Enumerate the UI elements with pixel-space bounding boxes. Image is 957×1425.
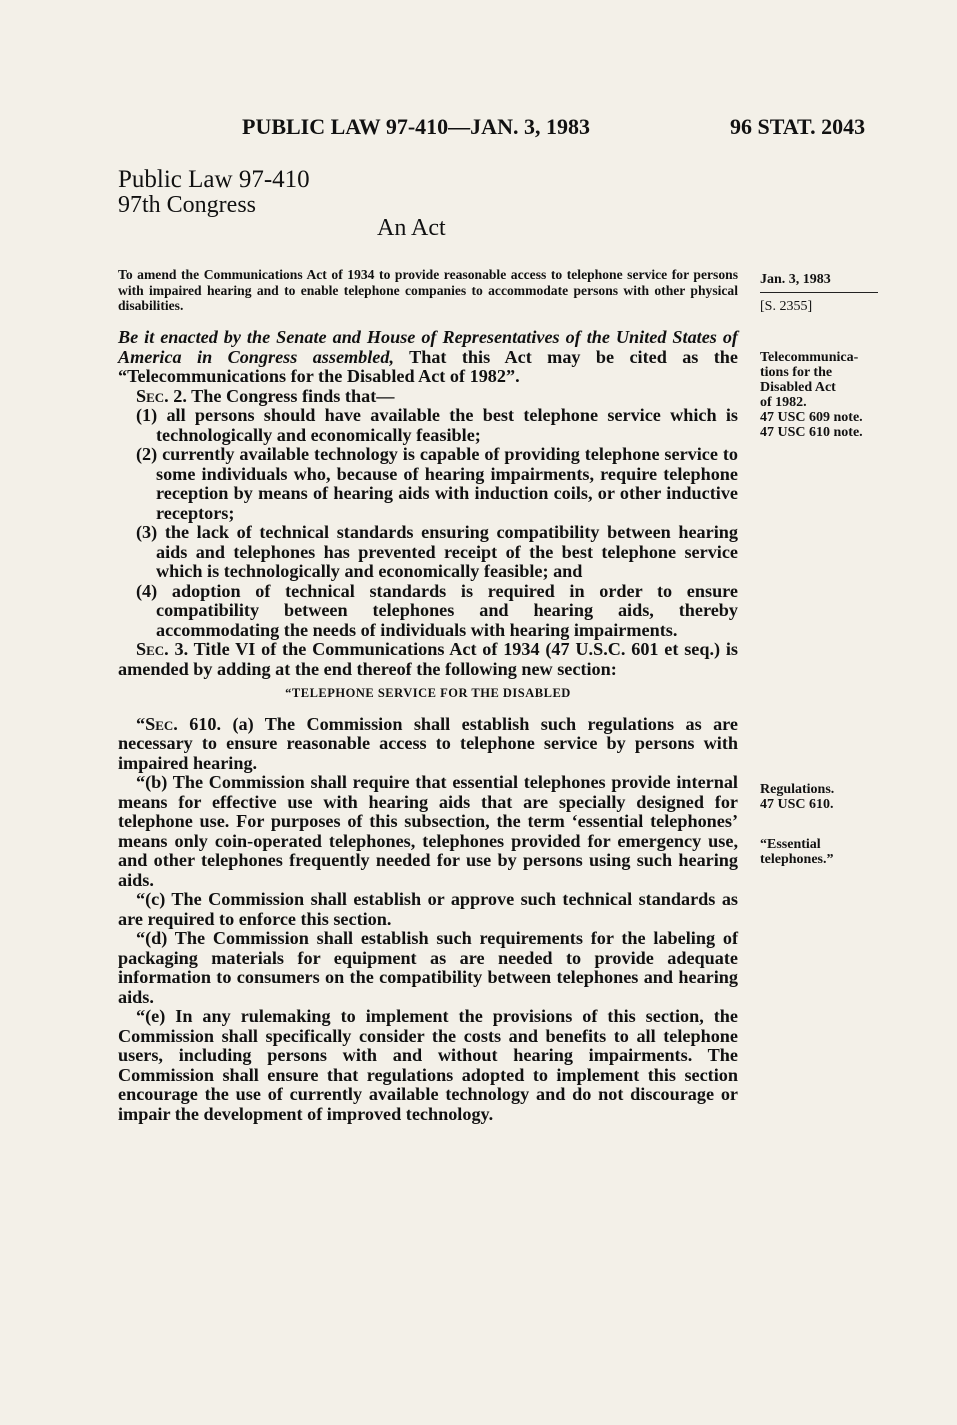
margin-note-line: Disabled Act [760,380,836,395]
margin-note-line: Regulations. [760,782,835,797]
act-body [118,328,738,1124]
section-610-a [118,715,738,774]
margin-note-regulations [760,782,834,812]
margin-note-line: tions for the [760,365,833,380]
public-law-number: Public Law 97-410 [118,166,310,193]
section-text: The Congress finds that— [186,385,395,406]
section-label: Sec. 2. [136,385,187,406]
short-title-text: That this Act may be cited as the “Telecommunications for the Disabled Act of 1982”. [118,346,738,386]
finding-2: (2) currently available technology is capable of providing telephone service to some individuals who, because of hearing impairments, require telephone reception by means of hearing aids with induction coils, or other inductive receptors; [136,444,738,523]
an-act-heading: An Act [377,215,446,241]
act-purpose: To amend the Communications Act of 1934 to provide reasonable access to telephone service for persons with impaired hearing and to enable telephone companies to accommodate persons with other physical disabilities. [118,267,738,313]
margin-note-usc: 47 USC 610 note. [760,425,863,440]
margin-note-line: “Essential [760,837,821,852]
congress-number: 97th Congress [118,192,256,218]
bill-number: [S. 2355] [760,299,813,314]
section-3 [118,640,738,679]
enacting-formula: Be it enacted by the Senate and House of Representatives of the United States of America in Congress assembled, [118,327,738,367]
section-label: “Sec. 610. [136,713,222,734]
margin-note-usc: 47 USC 610. [760,797,834,812]
margin-note-essential-telephones [760,837,834,867]
margin-note-line: telephones.” [760,852,834,867]
new-section-heading: “TELEPHONE SERVICE FOR THE DISABLED [285,686,571,700]
section-2 [118,387,738,407]
margin-note-line: of 1982. [760,395,807,410]
section-610-c: “(c) The Commission shall establish or approve such technical standards as are required to enforce this section. [118,889,738,929]
stat-reference: 96 STAT. 2043 [730,114,866,139]
margin-note-line: Telecommunica- [760,350,859,365]
section-text: Title VI of the Communications Act of 1934 (47 U.S.C. 601 et seq.) is amended by adding at the end thereof the following new section: [118,639,738,679]
enacting-clause [118,328,738,387]
finding-3: (3) the lack of technical standards ensuring compatibility between hearing aids and telephones has prevented receipt of the best telephone service which is technologically and economically feasible; and [136,522,738,581]
section-610-b: “(b) The Commission shall require that essential telephones provide internal means for effective use with hearing aids that are specially designed for telephone use. For purposes of this subsection, the term ‘essential telephones’ means only coin-operated telephones, telephones provided for emergency use, and other telephones frequently needed for use by persons using such hearing aids. [118,772,738,890]
margin-note-short-title [760,350,890,440]
running-head-title: PUBLIC LAW 97-410—JAN. 3, 1983 [242,114,590,139]
enactment-date-block [760,272,878,315]
section-text: (a) The Commission shall establish such regulations as are necessary to ensure reasonable access to telephone service by persons with impaired hearing. [118,713,738,773]
section-label: Sec. 3. [136,639,189,659]
section-610-d: “(d) The Commission shall establish such requirements for the labeling of packaging materials for equipment as are needed to provide adequate information to consumers on the compatibility between telephones and hearing aids. [118,928,738,1007]
finding-1: (1) all persons should have available the best telephone service which is technologically and economically feasible; [136,405,738,445]
finding-4: (4) adoption of technical standards is required in order to ensure compatibility between telephones and hearing aids, thereby accommodating the needs of individuals with hearing impairments. [136,580,738,640]
margin-note-usc: 47 USC 609 note. [760,410,863,425]
enactment-date: Jan. 3, 1983 [760,272,878,293]
section-610-e: “(e) In any rulemaking to implement the provisions of this section, the Commission shall specifically consider the costs and benefits to all telephone users, including persons with and without hearing impairments. The Commission shall ensure that regulations adopted to implement this section encourage the use of currently available technology and do not discourage or impair the development of improved technology. [118,1006,738,1124]
